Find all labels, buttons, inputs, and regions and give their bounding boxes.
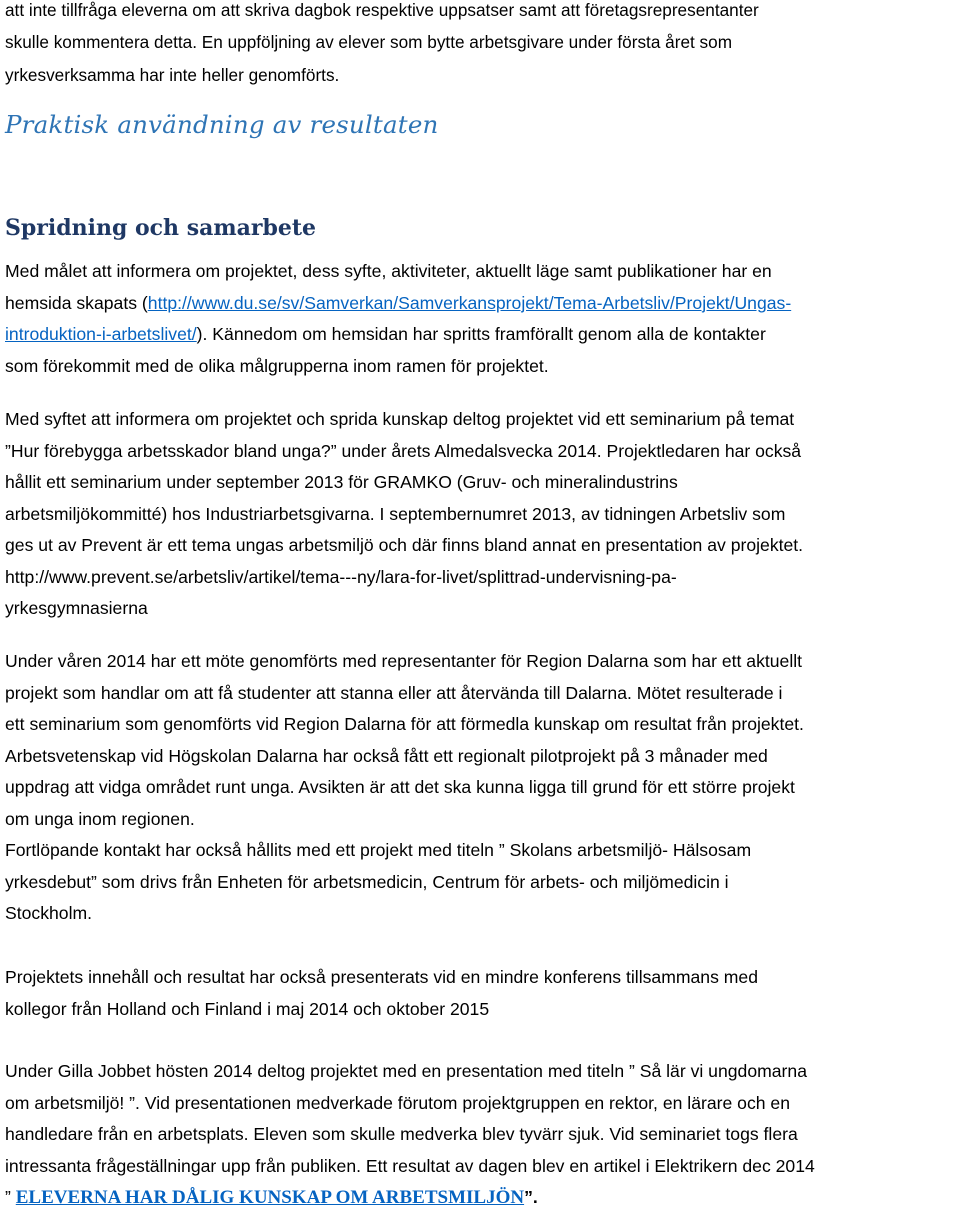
text-line: Arbetsvetenskap vid Högskolan Dalarna har också fått ett regionalt pilotprojekt på 3 månader med — [5, 745, 768, 766]
text-line — [5, 1182, 815, 1214]
prevent-url-line: http://www.prevent.se/arbetsliv/artikel/tema---ny/lara-for-livet/splittrad-undervisning-pa- — [5, 566, 677, 587]
intro-paragraph — [5, 0, 759, 91]
article-link[interactable]: ELEVERNA HAR DÅLIG KUNSKAP OM ARBETSMILJÖN — [15, 1187, 525, 1208]
text-line: intressanta frågeställningar upp från publiken. Ett resultat av dagen blev en artikel i Elektrikern dec 2014 — [5, 1155, 815, 1176]
text-segment: hemsida skapats ( — [5, 292, 148, 313]
text-line: arbetsmiljökommitté) hos Industriarbetsgivarna. I septembernumret 2013, av tidningen Arbetsliv som — [5, 503, 786, 524]
text-line: Stockholm. — [5, 903, 93, 923]
text-line: Under våren 2014 har ett möte genomförts med representanter för Region Dalarna som har ett aktuellt — [5, 651, 803, 671]
website-link-continued[interactable]: introduktion-i-arbetslivet/ — [5, 324, 197, 344]
text-line: ”Hur förebygga arbetsskador bland unga?” under årets Almedalsvecka 2014. Projektledaren har också — [5, 440, 802, 461]
intro-line: yrkesverksamma har inte heller genomförts. — [5, 64, 340, 85]
paragraph-region-dalarna — [5, 646, 804, 930]
heading-practical-use: Praktisk användning av resultaten — [5, 110, 439, 139]
prevent-url-line: yrkesgymnasierna — [5, 598, 148, 618]
text-line: om arbetsmiljö! ”. Vid presentationen medverkade förutom projektgruppen en rektor, en lärare och en — [5, 1092, 790, 1113]
text-line: Med målet att informera om projektet, dess syfte, aktiviteter, aktuellt läge samt publikationer har en — [5, 261, 772, 281]
text-line: Projektets innehåll och resultat har också presenterats vid en mindre konferens tillsammans med — [5, 967, 758, 987]
text-line — [5, 319, 791, 351]
text-line: Under Gilla Jobbet hösten 2014 deltog projektet med en presentation med titeln ” Så lär vi ungdomarna — [5, 1061, 807, 1081]
text-line: hållit ett seminarium under september 2013 för GRAMKO (Gruv- och mineralindustrins — [5, 472, 678, 492]
website-link[interactable]: http://www.du.se/sv/Samverkan/Samverkansprojekt/Tema-Arbetsliv/Projekt/Ungas- — [147, 292, 792, 313]
text-line: ges ut av Prevent är ett tema ungas arbetsmiljö och där finns bland annat en presentation av projektet. — [5, 535, 804, 555]
text-line: yrkesdebut” som drivs från Enheten för arbetsmedicin, Centrum för arbets- och miljömedicin i — [5, 871, 729, 892]
intro-line: skulle kommentera detta. En uppföljning av elever som bytte arbetsgivare under första året som — [5, 32, 733, 53]
paragraph-gilla-jobbet — [5, 1056, 815, 1214]
text-line: om unga inom regionen. — [5, 808, 195, 829]
text-line: ett seminarium som genomförts vid Region Dalarna för att förmedla kunskap om resultat från projektet. — [5, 714, 804, 734]
paragraph-conference — [5, 962, 758, 1025]
intro-line: att inte tillfråga eleverna om att skriva dagbok respektive uppsatser samt att företagsrepresentanter — [5, 0, 759, 20]
text-line: kollegor från Holland och Finland i maj 2014 och oktober 2015 — [5, 998, 490, 1019]
text-line: Fortlöpande kontakt har också hållits med ett projekt med titeln ” Skolans arbetsmiljö- Hälsosam — [5, 840, 752, 860]
text-segment: ” — [5, 1187, 16, 1207]
text-line: som förekommit med de olika målgrupperna inom ramen för projektet. — [5, 355, 549, 376]
paragraph-website — [5, 256, 791, 382]
paragraph-seminar — [5, 404, 803, 625]
text-line: Med syftet att informera om projektet och sprida kunskap deltog projektet vid ett seminarium på temat — [5, 409, 795, 429]
heading-dissemination: Spridning och samarbete — [5, 215, 317, 241]
text-segment: ”. — [524, 1187, 538, 1207]
text-segment: ). Kännedom om hemsidan har spritts framförallt genom alla de kontakter — [196, 324, 766, 344]
text-line: uppdrag att vidga området runt unga. Avsikten är att det ska kunna ligga till grund för ett större projekt — [5, 777, 795, 797]
text-line: handledare från en arbetsplats. Eleven som skulle medverka blev tyvärr sjuk. Vid seminariet togs flera — [5, 1124, 798, 1144]
text-line — [5, 288, 791, 320]
text-line: projekt som handlar om att få studenter att stanna eller att återvända till Dalarna. Mötet resulterade i — [5, 682, 783, 703]
